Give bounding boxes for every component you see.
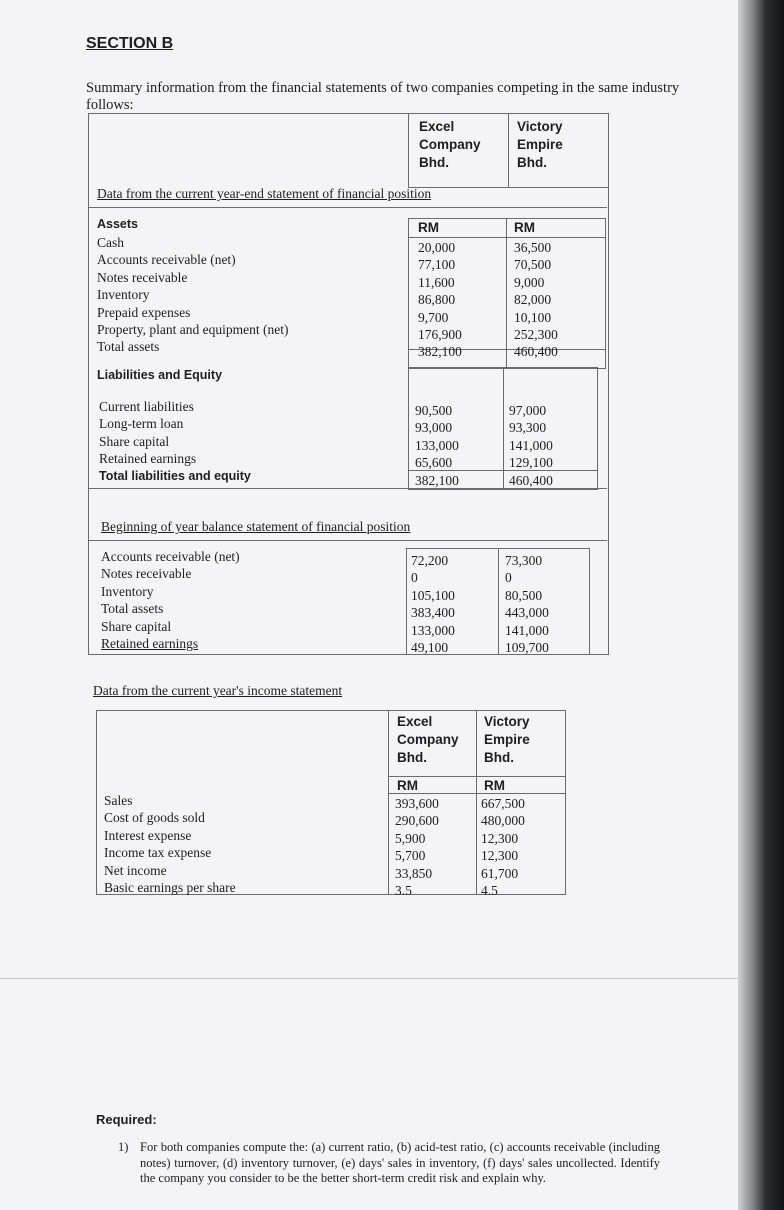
section-title: SECTION B bbox=[86, 35, 174, 52]
income-labels: Sales Cost of goods sold Interest expense Income tax expense Net income Basic earnings per share bbox=[104, 793, 236, 896]
intro-text: Summary information from the financial statements of two companies competing in the same industry follows: bbox=[86, 80, 680, 113]
excel-company-header: Excel Company Bhd. bbox=[419, 119, 481, 170]
excel-beginning-values: 72,200 0 105,100 383,400 133,000 49,100 bbox=[411, 553, 455, 656]
income-excel-values: 393,600 290,600 5,900 5,700 33,850 3.5 bbox=[395, 796, 439, 899]
dark-background-edge bbox=[738, 0, 784, 1210]
assets-heading: Assets bbox=[97, 217, 138, 231]
excel-total-le: 382,100 bbox=[415, 472, 459, 488]
liabilities-equity-heading: Liabilities and Equity bbox=[97, 368, 223, 382]
income-caption: Data from the current year's income statement bbox=[93, 683, 343, 698]
question-text: For both companies compute the: (a) current ratio, (b) acid-test ratio, (c) accounts receivable (including notes) turnover, (d) inventory turnover, (e) days' sales in inventory, (f) days' sales uncollected. Identify the company you consider to be the better short-term credit risk and explain why. bbox=[140, 1140, 660, 1185]
excel-assets-values: 20,000 77,100 11,600 86,800 9,700 176,900 382,100 bbox=[418, 240, 462, 360]
income-victory-values: 667,500 480,000 12,300 12,300 61,700 4.5 bbox=[481, 796, 525, 899]
income-excel-header: Excel Company Bhd. bbox=[397, 714, 459, 765]
row-label: Accounts receivable (net) bbox=[97, 252, 236, 268]
row-label: Property, plant and equipment (net) bbox=[97, 322, 289, 338]
income-victory-header: Victory Empire Bhd. bbox=[484, 714, 530, 765]
total-le-label: Total liabilities and equity bbox=[99, 468, 251, 483]
row-label: Cash bbox=[97, 235, 124, 250]
excel-liabilities-values: 90,500 93,000 133,000 65,600 382,100 bbox=[415, 403, 459, 488]
liabilities-labels: Current liabilities Long-term loan Share capital Retained earnings Total liabilities and equity bbox=[99, 398, 251, 485]
victory-currency-label: RM bbox=[514, 220, 535, 235]
question-number: 1) bbox=[118, 1140, 129, 1154]
row-label: Inventory bbox=[97, 287, 150, 303]
total-assets-label: Total assets bbox=[97, 339, 160, 355]
beginning-labels: Accounts receivable (net) Notes receivable Inventory Total assets Share capital Retained earnings bbox=[101, 549, 240, 652]
victory-total-assets: 460,400 bbox=[514, 344, 558, 360]
victory-liabilities-values: 97,000 93,300 141,000 129,100 460,400 bbox=[509, 403, 553, 488]
victory-empire-header: Victory Empire Bhd. bbox=[517, 119, 563, 170]
excel-currency-label: RM bbox=[418, 220, 439, 235]
income-victory-currency: RM bbox=[484, 778, 505, 793]
page-divider bbox=[0, 978, 738, 979]
assets-labels bbox=[97, 234, 288, 356]
beginning-caption: Beginning of year balance statement of financial position bbox=[101, 519, 411, 534]
position-caption: Data from the current year-end statement of financial position bbox=[97, 186, 432, 201]
income-excel-currency: RM bbox=[397, 778, 418, 793]
excel-total-assets: 382,100 bbox=[418, 344, 462, 360]
row-label: Notes receivable bbox=[97, 269, 188, 285]
victory-total-le: 460,400 bbox=[509, 472, 553, 488]
victory-beginning-values: 73,300 0 80,500 443,000 141,000 109,700 bbox=[505, 553, 549, 656]
required-heading: Required: bbox=[96, 1112, 157, 1127]
victory-assets-values: 36,500 70,500 9,000 82,000 10,100 252,300 460,400 bbox=[514, 240, 558, 360]
row-label: Prepaid expenses bbox=[97, 304, 191, 320]
